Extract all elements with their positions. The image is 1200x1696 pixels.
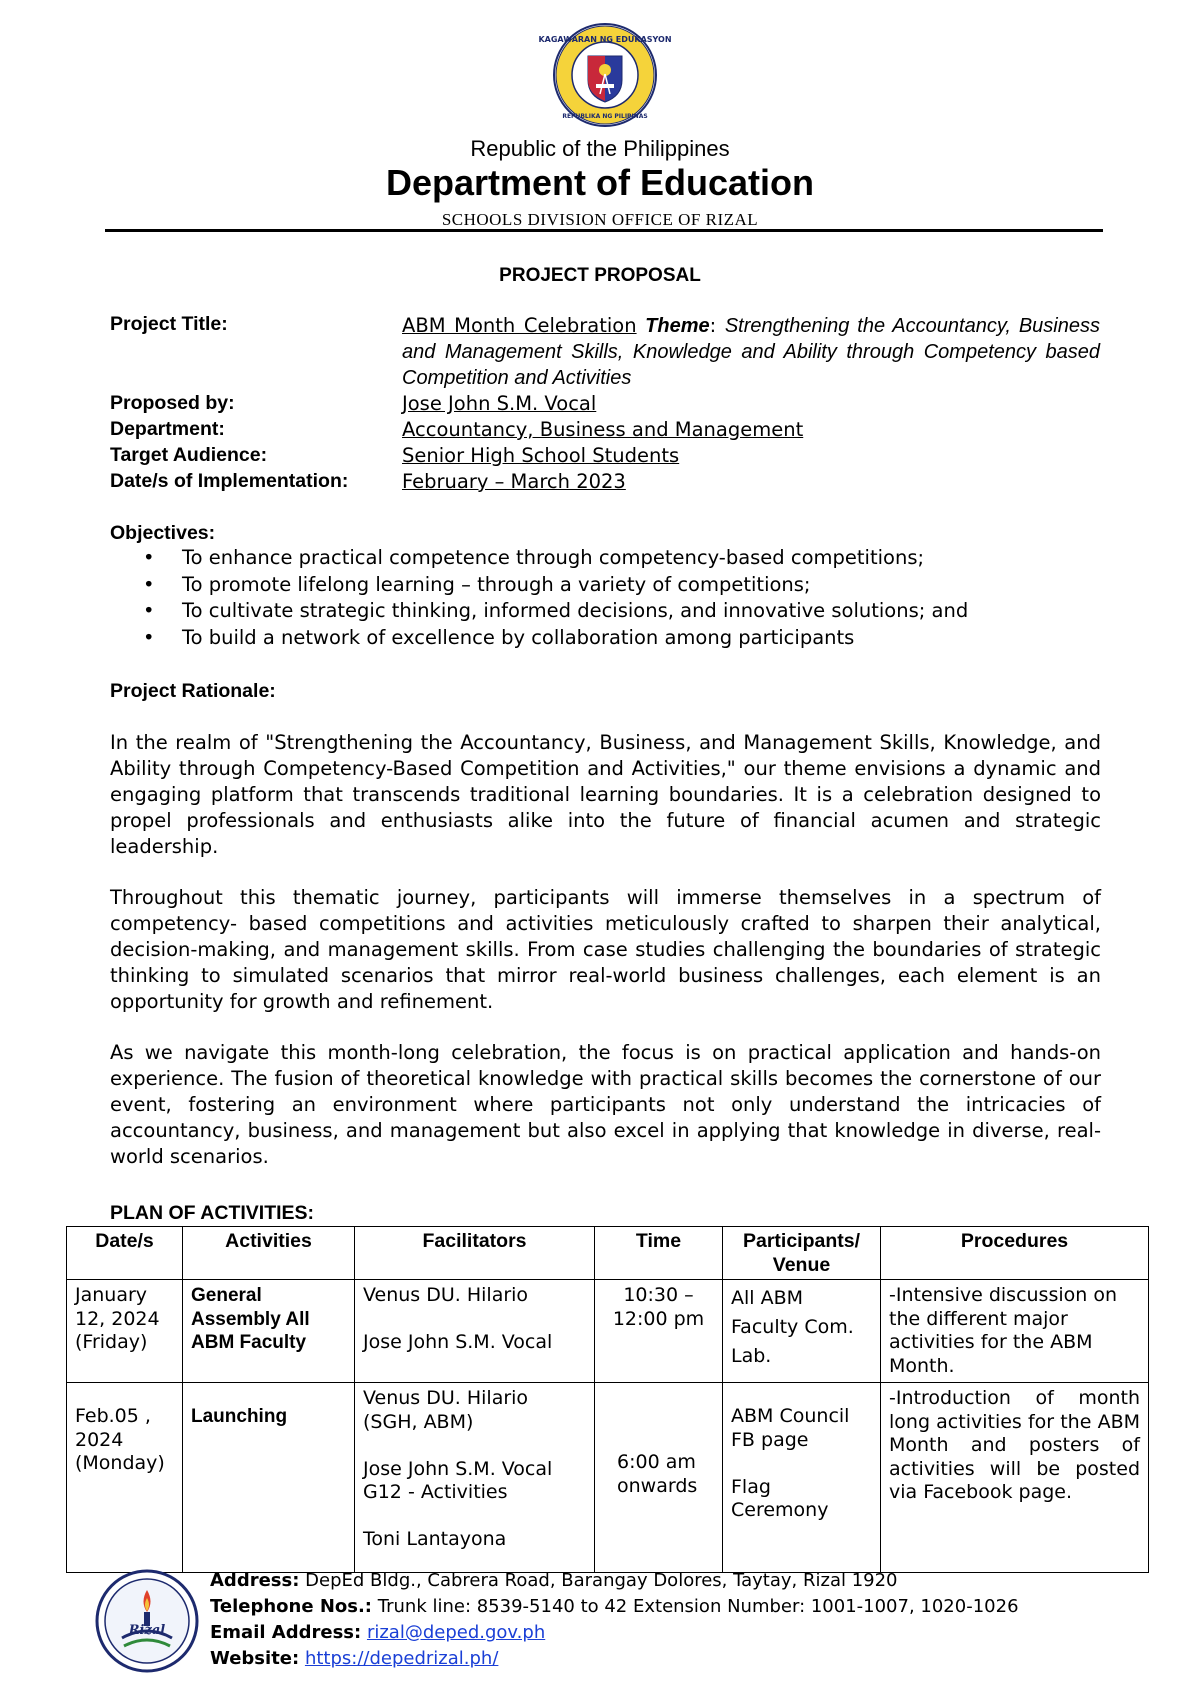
- implementation-dates-value: February – March 2023: [402, 470, 626, 493]
- header-republic: Republic of the Philippines: [470, 136, 730, 161]
- email-label: Email Address:: [210, 1622, 362, 1643]
- department-label: Department:: [110, 418, 225, 440]
- rationale-paragraph: Throughout this thematic journey, participants will immerse themselves in a spectrum of competency- based competitions and activities meticulously crafted to sharpen their analytical, decision-making, and management skills. From case studies challenging the boundaries of strategic thinking to simulated scenarios that mirror real-world business challenges, each element is an opportunity for growth and refinement.: [110, 886, 1101, 1013]
- sdo-rizal-logo: [94, 1568, 200, 1674]
- footer-website: [210, 1648, 498, 1669]
- column-header: Facilitators: [355, 1227, 595, 1280]
- table-row: [67, 1280, 1149, 1383]
- activity-cell: Launching: [183, 1383, 355, 1573]
- facilitators-cell: Venus DU. Hilario (SGH, ABM) Jose John S.M. Vocal G12 - Activities Toni Lantayona: [355, 1383, 595, 1573]
- telephone-value: Trunk line: 8539-5140 to 42 Extension Number: 1001-1007, 1020-1026: [377, 1596, 1019, 1617]
- project-title-value: [402, 313, 1100, 391]
- footer-address: [210, 1570, 898, 1591]
- rationale-label: Project Rationale:: [110, 680, 276, 702]
- column-header: Date/s: [67, 1227, 183, 1280]
- rationale-paragraph: As we navigate this month-long celebration, the focus is on practical application and hands-on experience. The fusion of theoretical knowledge with practical skills becomes the cornerstone of our event, fostering an environment where participants not only understand the intricacies of accountancy, business, and management but also excel in applying that knowledge in diverse, real-world scenarios.: [110, 1041, 1101, 1168]
- objective-item: • To build a network of excellence by collaboration among participants: [140, 626, 968, 653]
- project-title-label: Project Title:: [110, 313, 228, 335]
- seal-top-text: KAGAWARAN NG EDUKASYON: [538, 35, 672, 44]
- column-header: Procedures: [881, 1227, 1149, 1280]
- telephone-label: Telephone Nos.:: [210, 1596, 373, 1617]
- objective-item: • To cultivate strategic thinking, informed decisions, and innovative solutions; and: [140, 599, 968, 626]
- facilitators-cell: Venus DU. Hilario Jose John S.M. Vocal: [355, 1280, 595, 1383]
- time-cell: 6:00 am onwards: [595, 1383, 723, 1573]
- theme-text: Strengthening the Accountancy, Business and Management Skills, Knowledge and Ability through Competency based Competition and Activities: [402, 315, 1100, 389]
- plan-of-activities-table: [66, 1226, 1149, 1573]
- target-audience-label: Target Audience:: [110, 444, 268, 466]
- activity-cell: General Assembly All ABM Faculty: [183, 1280, 355, 1383]
- target-audience-value: Senior High School Students: [402, 444, 680, 467]
- theme-colon: :: [709, 314, 717, 337]
- address-label: Address:: [210, 1570, 300, 1591]
- deped-seal-logo: [538, 22, 672, 128]
- footer-telephone: [210, 1596, 1019, 1617]
- header-divider: [105, 229, 1103, 232]
- column-header: Time: [595, 1227, 723, 1280]
- proposed-by-label: Proposed by:: [110, 392, 235, 414]
- date-cell: January 12, 2024 (Friday): [67, 1280, 183, 1383]
- table-header-row: [67, 1227, 1149, 1280]
- implementation-dates-label: Date/s of Implementation:: [110, 470, 349, 492]
- footer-email: [210, 1622, 545, 1643]
- document-heading: PROJECT PROPOSAL: [499, 265, 701, 286]
- address-value: DepEd Bldg., Cabrera Road, Barangay Dolores, Taytay, Rizal 1920: [305, 1570, 898, 1591]
- venue-cell: ABM Council FB page Flag Ceremony: [723, 1383, 881, 1573]
- footer-logo-text: Rizal: [128, 1623, 166, 1638]
- procedures-cell: -Introduction of month long activities for the ABM Month and posters of activities will be posted via Facebook page.: [881, 1383, 1149, 1573]
- header-office: SCHOOLS DIVISION OFFICE OF RIZAL: [441, 210, 759, 229]
- procedures-cell: -Intensive discussion on the different major activities for the ABM Month.: [881, 1280, 1149, 1383]
- column-header: Activities: [183, 1227, 355, 1280]
- seal-bottom-text: REPUBLIKA NG PILIPINAS: [562, 113, 648, 120]
- objective-item: • To promote lifelong learning – through a variety of competitions;: [140, 573, 968, 600]
- rationale-paragraph: In the realm of "Strengthening the Accountancy, Business, and Management Skills, Knowledge, and Ability through Competency-Based Competition and Activities," our theme envisions a dynamic and engaging platform that transcends traditional learning boundaries. It is a celebration designed to propel professionals and enthusiasts alike into the future of financial acumen and strategic leadership.: [110, 731, 1101, 858]
- time-cell: 10:30 – 12:00 pm: [595, 1280, 723, 1383]
- table-row: [67, 1383, 1149, 1573]
- objectives-list: [140, 546, 968, 652]
- venue-cell: All ABM Faculty Com. Lab.: [723, 1280, 881, 1383]
- department-value: Accountancy, Business and Management: [402, 418, 804, 441]
- website-label: Website:: [210, 1648, 300, 1669]
- objective-item: • To enhance practical competence through competency-based competitions;: [140, 546, 968, 573]
- project-title-name: ABM Month Celebration: [402, 314, 637, 337]
- email-link[interactable]: rizal@deped.gov.ph: [366, 1622, 546, 1643]
- date-cell: Feb.05 , 2024 (Monday): [67, 1383, 183, 1573]
- objectives-label: Objectives:: [110, 522, 216, 544]
- proposed-by-value: Jose John S.M. Vocal: [402, 392, 597, 415]
- website-link[interactable]: https://depedrizal.ph/: [304, 1648, 499, 1669]
- column-header: Participants/ Venue: [723, 1227, 881, 1280]
- header-department: Department of Education: [385, 162, 815, 203]
- theme-label: Theme: [645, 315, 710, 337]
- plan-heading: PLAN OF ACTIVITIES:: [110, 1202, 315, 1224]
